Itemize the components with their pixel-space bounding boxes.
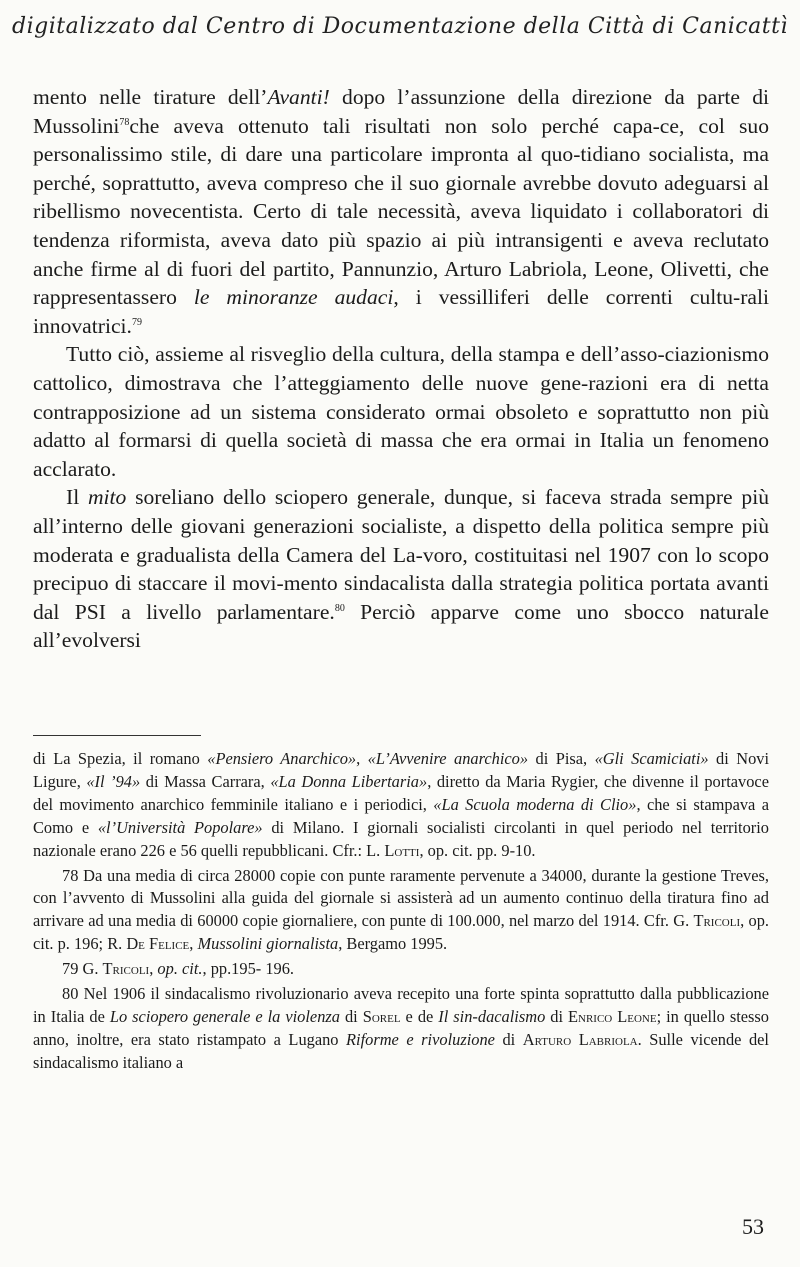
italic-run: «l’Università Popolare»	[97, 817, 263, 837]
italic-run: Avanti!	[267, 85, 330, 109]
footnote-ref-80: 80	[334, 602, 345, 614]
smallcaps-run: Sorel	[362, 1006, 401, 1026]
text-run: , op. cit. p. 196; R.	[33, 911, 770, 954]
paragraph-3	[33, 483, 769, 655]
text-run: di Novi Ligure,	[33, 749, 770, 791]
text-run: di	[339, 1006, 363, 1026]
text-run: soreliano dello sciopero generale, dunque, si faceva strada sempre più all’interno delle giovani generazioni socialiste, a dispetto della politica sempre più moderata e gradualista della Camera del La-voro, costituitasi nel 1907 con lo scopo precipuo di staccare il movi-mento sindacalista dalla strategia politica portata avanti dal PSI a livello parlamentare.	[33, 485, 769, 624]
footnote-number: 78	[62, 865, 79, 885]
text-run: di Milano. I giornali socialisti circolanti in quel periodo nel territorio nazionale erano 226 e 56 quelli repubblicani. Cfr.: L.	[33, 817, 770, 860]
text-run: di	[494, 1029, 523, 1049]
text-run: ,	[356, 749, 368, 768]
footnote-80	[33, 983, 769, 1075]
text-run: Il	[66, 485, 88, 510]
text-run: , i vessilliferi delle correnti cultu-rali innovatrici.	[33, 285, 770, 338]
italic-run: «La Donna Libertaria»	[270, 771, 428, 791]
footnote-continuation	[33, 748, 769, 863]
text-run: di Massa Carrara,	[140, 771, 271, 791]
italic-run: «L’Avvenire anarchico»	[367, 749, 529, 768]
footnote-number: 80	[62, 984, 79, 1004]
text-run: , Bergamo 1995.	[338, 934, 448, 954]
text-run: G.	[78, 959, 103, 979]
text-run: dopo l’assunzione della direzione da parte di Mussolini	[33, 85, 769, 138]
italic-run: mito	[87, 485, 127, 510]
text-run: , che si stampava a Como e	[33, 794, 769, 837]
italic-run: «Il ’94»	[86, 771, 141, 791]
text-run: di Pisa,	[528, 749, 595, 768]
italic-run: «Pensiero Anarchico»	[207, 749, 357, 768]
text-run: ,	[189, 934, 198, 954]
paragraph-1	[33, 83, 769, 340]
italic-run: Riforme e rivoluzione	[346, 1029, 495, 1049]
text-run: ; in quello stesso anno, inoltre, era stato ristampato a Lugano	[33, 1006, 769, 1049]
smallcaps-run: Tricoli	[693, 911, 741, 931]
footnote-ref-78: 78	[119, 116, 130, 128]
italic-run: op. cit.	[157, 959, 203, 979]
text-run: di	[545, 1006, 568, 1026]
italic-run: le minoranze audaci	[193, 285, 394, 310]
watermark-header: digitalizzato dal Centro di Documentazione della Città di Canicattì	[12, 14, 788, 39]
italic-run: Lo sciopero generale e la violenza	[109, 1006, 340, 1026]
italic-run: «Gli Scamiciati»	[594, 749, 709, 768]
smallcaps-run: De Felice	[126, 934, 190, 954]
footnote-divider	[33, 735, 201, 736]
footnote-number: 79	[62, 959, 79, 979]
text-run: , op. cit. pp. 9-10.	[419, 840, 536, 860]
text-run: ,	[149, 959, 158, 979]
paragraph-2: Tutto ciò, assieme al risveglio della cultura, della stampa e dell’asso-ciazionismo cattolico, dimostrava che l’atteggiamento delle nuove gene-razioni era di netta contrapposizione ad un sistema considerato ormai obsoleto e soprattutto non più adatto al formarsi di quella società di massa che era ormai in Italia un fenomeno acclarato.	[33, 342, 769, 481]
text-run: Perciò apparve come uno sbocco naturale all’evolversi	[33, 599, 769, 653]
footnote-ref-79: 79	[131, 316, 142, 328]
text-run: , diretto da Maria Rygier, che divenne il portavoce del movimento anarchico femminile italiano e i periodici,	[33, 771, 769, 814]
smallcaps-run: Arturo Labriola	[522, 1029, 638, 1049]
footnote-78	[33, 865, 769, 957]
smallcaps-run: Lotti	[384, 840, 420, 860]
text-run: e de	[400, 1006, 439, 1026]
main-text	[33, 83, 769, 655]
italic-run: Mussolini giornalista	[197, 934, 339, 954]
text-run: mento nelle tirature dell’	[33, 85, 268, 109]
text-run: . Sulle vicende del sindacalismo italiano a	[33, 1029, 769, 1072]
text-run: di La Spezia, il romano	[33, 749, 208, 768]
text-run: , pp.195- 196.	[202, 959, 295, 979]
italic-run: «La Scuola moderna di Clio»	[433, 794, 637, 814]
italic-run: Il sin-dacalismo	[438, 1006, 546, 1026]
text-run: Nel 1906 il sindacalismo rivoluzionario aveva recepito una forte spinta soprattutto dalla pubblicazione in Italia de	[33, 984, 769, 1026]
footnote-79	[33, 958, 769, 981]
footnotes	[33, 748, 769, 1075]
page-number: 53	[742, 1214, 764, 1239]
smallcaps-run: Enrico Leone	[568, 1006, 657, 1026]
smallcaps-run: Tricoli	[102, 959, 150, 979]
text-run: che aveva ottenuto tali risultati non solo perché capa-ce, col suo personalissimo stile, di dare una particolare impronta al quo-tidiano socialista, ma perché, soprattutto, aveva compreso che il suo giornale avrebbe dovuto adeguarsi al ribellismo novecentista. Certo di tale necessità, aveva liquidato i collaboratori di tendenza riformista, aveva dato più spazio ai più intransigenti e aveva reclutato anche firme al di fuori del partito, Pannunzio, Arturo Labriola, Leone, Olivetti, che rappresentassero	[33, 113, 769, 310]
text-run: Da una media di circa 28000 copie con punte raramente pervenute a 34000, durante la gestione Treves, con l’avvento di Mussolini alla guida del giornale si assisterà ad un aumento continuo della tiratura fino ad arrivare ad una media di 60000 copie giornaliere, con punte di 100.000, nel marzo del 1914. Cfr. G.	[33, 865, 769, 931]
